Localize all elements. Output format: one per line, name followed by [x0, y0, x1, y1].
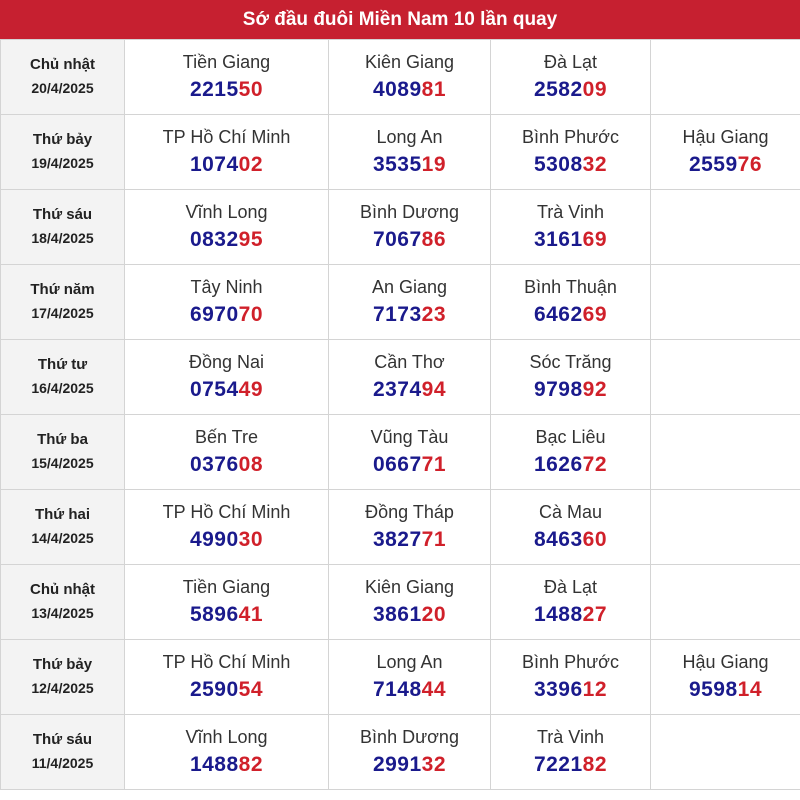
results-table-body [1, 40, 800, 790]
number-head-digits: 3827 [372, 527, 422, 551]
result-cell [491, 40, 651, 115]
number-head-digits: 5308 [533, 152, 583, 176]
number-head-digits: 7148 [372, 677, 422, 701]
result-cell [329, 415, 491, 490]
province-name: Cà Mau [538, 501, 603, 522]
number-head-digits: 9598 [688, 677, 738, 701]
number-head-digits: 5896 [189, 602, 239, 626]
province-name: Tây Ninh [190, 276, 263, 297]
number-head-digits: 0832 [189, 227, 239, 251]
result-number [491, 376, 650, 404]
result-number [125, 301, 328, 329]
result-number [491, 751, 650, 779]
number-tail-digits: 44 [421, 677, 447, 701]
draw-date: 19/4/2025 [31, 155, 94, 171]
result-number [491, 451, 650, 479]
result-cell [491, 640, 651, 715]
result-cell [329, 565, 491, 640]
table-row [1, 715, 800, 790]
province-name: Bình Phước [522, 651, 619, 672]
result-number [329, 226, 490, 254]
province-name: Đà Lạt [543, 576, 598, 597]
number-tail-digits: 32 [582, 152, 608, 176]
number-head-digits: 7173 [372, 302, 422, 326]
number-tail-digits: 71 [421, 452, 447, 476]
number-head-digits: 3535 [372, 152, 422, 176]
number-head-digits: 1074 [189, 152, 239, 176]
number-tail-digits: 60 [582, 527, 608, 551]
result-cell [491, 115, 651, 190]
empty-cell [651, 715, 800, 790]
draw-date: 17/4/2025 [31, 305, 94, 321]
province-name: Bình Dương [360, 201, 459, 222]
draw-day-cell [1, 40, 125, 115]
page-title [0, 0, 800, 39]
result-cell [125, 640, 329, 715]
draw-day-cell [1, 640, 125, 715]
result-cell [329, 640, 491, 715]
empty-cell [651, 190, 800, 265]
draw-date: 12/4/2025 [31, 680, 94, 696]
number-tail-digits: 54 [238, 677, 264, 701]
number-head-digits: 2582 [533, 77, 583, 101]
draw-date: 18/4/2025 [31, 230, 94, 246]
number-tail-digits: 19 [421, 152, 447, 176]
day-name: Chủ nhật [30, 581, 95, 598]
number-head-digits: 3396 [533, 677, 583, 701]
result-cell [329, 40, 491, 115]
number-tail-digits: 30 [238, 527, 264, 551]
empty-cell [651, 40, 800, 115]
number-tail-digits: 02 [238, 152, 264, 176]
draw-day-cell [1, 715, 125, 790]
province-name: TP Hồ Chí Minh [162, 651, 291, 672]
number-head-digits: 0754 [189, 377, 239, 401]
number-tail-digits: 81 [421, 77, 447, 101]
province-name: Vũng Tàu [370, 426, 449, 447]
empty-cell [651, 340, 800, 415]
result-cell [491, 190, 651, 265]
number-head-digits: 1626 [533, 452, 583, 476]
number-tail-digits: 95 [238, 227, 264, 251]
result-cell [329, 115, 491, 190]
result-number [125, 76, 328, 104]
empty-cell [651, 565, 800, 640]
province-name: Cần Thơ [374, 351, 445, 372]
result-cell [329, 265, 491, 340]
province-name: Hậu Giang [682, 126, 769, 147]
number-head-digits: 8463 [533, 527, 583, 551]
result-cell [125, 415, 329, 490]
number-tail-digits: 86 [421, 227, 447, 251]
result-number [491, 301, 650, 329]
number-head-digits: 2215 [189, 77, 239, 101]
result-cell [491, 265, 651, 340]
results-table [0, 39, 800, 790]
draw-day-cell [1, 490, 125, 565]
result-cell [125, 715, 329, 790]
draw-date: 15/4/2025 [31, 455, 94, 471]
result-number [651, 676, 800, 704]
number-tail-digits: 94 [421, 377, 447, 401]
number-tail-digits: 32 [421, 752, 447, 776]
result-number [491, 226, 650, 254]
number-tail-digits: 82 [238, 752, 264, 776]
draw-day-cell [1, 265, 125, 340]
result-number [329, 676, 490, 704]
day-name: Thứ ba [37, 431, 88, 448]
number-tail-digits: 71 [421, 527, 447, 551]
table-row [1, 640, 800, 715]
number-head-digits: 1488 [533, 602, 583, 626]
number-head-digits: 4990 [189, 527, 239, 551]
result-cell [491, 490, 651, 565]
empty-cell [651, 415, 800, 490]
result-number [125, 376, 328, 404]
number-head-digits: 0667 [372, 452, 422, 476]
day-name: Thứ hai [34, 506, 91, 523]
province-name: Hậu Giang [682, 651, 769, 672]
result-cell [329, 715, 491, 790]
province-name: Long An [376, 651, 443, 672]
day-name: Thứ sáu [32, 731, 93, 748]
result-number [329, 301, 490, 329]
number-head-digits: 1488 [189, 752, 239, 776]
draw-date: 16/4/2025 [31, 380, 94, 396]
table-row [1, 190, 800, 265]
province-name: Bến Tre [194, 426, 259, 447]
province-name: Tiền Giang [182, 576, 271, 597]
number-tail-digits: 08 [238, 452, 264, 476]
result-number [329, 751, 490, 779]
result-number [125, 451, 328, 479]
number-head-digits: 3161 [533, 227, 583, 251]
province-name: Bình Thuận [524, 276, 617, 297]
result-number [125, 151, 328, 179]
province-name: TP Hồ Chí Minh [162, 501, 291, 522]
table-row [1, 490, 800, 565]
draw-date: 11/4/2025 [31, 755, 94, 771]
result-number [329, 526, 490, 554]
result-cell [125, 565, 329, 640]
draw-date: 14/4/2025 [31, 530, 94, 546]
result-number [329, 76, 490, 104]
number-head-digits: 2590 [189, 677, 239, 701]
day-name: Thứ bảy [32, 131, 93, 148]
province-name: Vĩnh Long [185, 201, 268, 222]
province-name: Long An [376, 126, 443, 147]
province-name: Đà Lạt [543, 51, 598, 72]
day-name: Thứ sáu [32, 206, 93, 223]
number-head-digits: 7221 [533, 752, 583, 776]
result-number [125, 526, 328, 554]
result-cell [491, 340, 651, 415]
result-cell [651, 115, 800, 190]
number-tail-digits: 49 [238, 377, 264, 401]
result-number [491, 151, 650, 179]
result-number [329, 601, 490, 629]
province-name: TP Hồ Chí Minh [162, 126, 291, 147]
number-head-digits: 0376 [189, 452, 239, 476]
result-cell [125, 340, 329, 415]
page-title-text: Sớ đầu đuôi Miền Nam 10 lần quay [242, 8, 558, 30]
result-cell [329, 340, 491, 415]
draw-day-cell [1, 115, 125, 190]
result-cell [125, 40, 329, 115]
result-cell [491, 415, 651, 490]
number-head-digits: 3861 [372, 602, 422, 626]
result-cell [125, 265, 329, 340]
province-name: An Giang [371, 276, 448, 297]
result-number [329, 376, 490, 404]
empty-cell [651, 490, 800, 565]
table-row [1, 415, 800, 490]
day-name: Chủ nhật [30, 56, 95, 73]
draw-date: 13/4/2025 [31, 605, 94, 621]
result-cell [651, 640, 800, 715]
table-row [1, 340, 800, 415]
number-tail-digits: 72 [582, 452, 608, 476]
number-tail-digits: 76 [737, 152, 763, 176]
draw-day-cell [1, 565, 125, 640]
result-number [329, 151, 490, 179]
result-number [491, 601, 650, 629]
province-name: Tiền Giang [182, 51, 271, 72]
number-tail-digits: 69 [582, 302, 608, 326]
province-name: Vĩnh Long [185, 726, 268, 747]
result-cell [125, 490, 329, 565]
result-number [491, 76, 650, 104]
result-cell [491, 565, 651, 640]
province-name: Bạc Liêu [535, 426, 606, 447]
number-head-digits: 2991 [372, 752, 422, 776]
result-number [125, 676, 328, 704]
table-row [1, 265, 800, 340]
number-tail-digits: 41 [238, 602, 264, 626]
result-cell [125, 115, 329, 190]
day-name: Thứ bảy [32, 656, 93, 673]
number-head-digits: 6462 [533, 302, 583, 326]
table-row [1, 40, 800, 115]
number-tail-digits: 14 [737, 677, 763, 701]
number-tail-digits: 20 [421, 602, 447, 626]
result-number [125, 601, 328, 629]
table-row [1, 565, 800, 640]
province-name: Đồng Nai [188, 351, 265, 372]
province-name: Trà Vinh [536, 726, 605, 747]
result-number [125, 226, 328, 254]
number-tail-digits: 70 [238, 302, 264, 326]
empty-cell [651, 265, 800, 340]
day-name: Thứ năm [30, 281, 95, 298]
result-number [491, 526, 650, 554]
number-tail-digits: 50 [238, 77, 264, 101]
table-row [1, 115, 800, 190]
number-tail-digits: 82 [582, 752, 608, 776]
result-cell [329, 190, 491, 265]
result-number [329, 451, 490, 479]
result-cell [491, 715, 651, 790]
result-number [125, 751, 328, 779]
number-head-digits: 4089 [372, 77, 422, 101]
result-cell [329, 490, 491, 565]
result-number [651, 151, 800, 179]
number-tail-digits: 09 [582, 77, 608, 101]
number-head-digits: 2374 [372, 377, 422, 401]
draw-day-cell [1, 340, 125, 415]
province-name: Bình Phước [522, 126, 619, 147]
number-tail-digits: 92 [582, 377, 608, 401]
day-name: Thứ tư [37, 356, 88, 373]
result-cell [125, 190, 329, 265]
number-head-digits: 2559 [688, 152, 738, 176]
number-head-digits: 7067 [372, 227, 422, 251]
province-name: Kiên Giang [364, 576, 455, 597]
number-head-digits: 6970 [189, 302, 239, 326]
province-name: Đồng Tháp [365, 501, 454, 522]
number-tail-digits: 12 [582, 677, 608, 701]
draw-day-cell [1, 415, 125, 490]
province-name: Kiên Giang [364, 51, 455, 72]
number-tail-digits: 23 [421, 302, 447, 326]
province-name: Sóc Trăng [529, 351, 612, 372]
draw-date: 20/4/2025 [31, 80, 94, 96]
number-tail-digits: 69 [582, 227, 608, 251]
number-head-digits: 9798 [533, 377, 583, 401]
province-name: Trà Vinh [536, 201, 605, 222]
number-tail-digits: 27 [582, 602, 608, 626]
result-number [491, 676, 650, 704]
draw-day-cell [1, 190, 125, 265]
province-name: Bình Dương [360, 726, 459, 747]
